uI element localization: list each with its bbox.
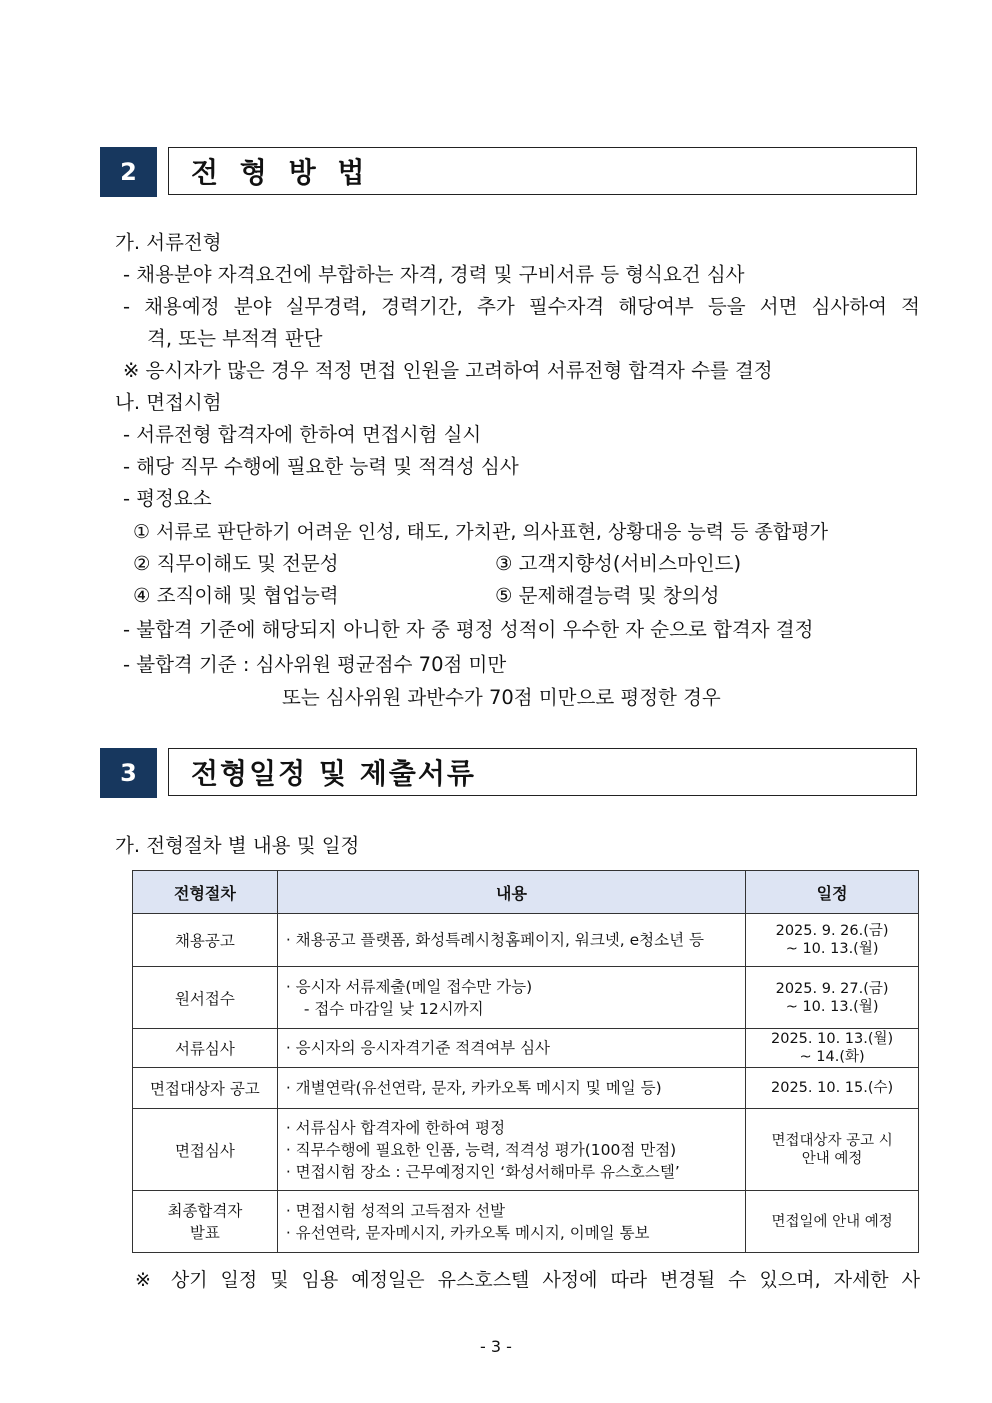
date-line: 2025. 9. 27.(금) — [775, 980, 889, 997]
content-line: · 면접시험 성적의 고득점자 선발 — [285, 1201, 506, 1220]
criteria-item: ② 직무이해도 및 전문성 — [133, 552, 339, 575]
table-row — [133, 1068, 919, 1109]
table-row — [133, 914, 919, 967]
table-row — [133, 1029, 919, 1068]
content-line: - 접수 마감일 낮 12시까지 — [303, 999, 484, 1018]
content-line: · 개별연락(유선연락, 문자, 카카오톡 메시지 및 메일 등) — [285, 1079, 662, 1097]
stage-cell: 채용공고 — [133, 914, 278, 967]
date-line: 면접대상자 공고 시 — [771, 1132, 893, 1149]
content-line: · 직무수행에 필요한 인품, 능력, 적격성 평가(100점 만점) — [285, 1140, 677, 1159]
page-number: - 3 - — [480, 1337, 512, 1356]
content-line: · 응시자 서류제출(메일 접수만 가능) — [285, 977, 533, 996]
header-stage: 전형절차 — [133, 871, 278, 914]
date-cell — [746, 1029, 919, 1068]
section-number: 2 — [100, 147, 157, 197]
stage-cell — [133, 1191, 278, 1253]
note-line: ※ 응시자가 많은 경우 적정 면접 인원을 고려하여 서류전형 합격자 수를 결정 — [123, 359, 773, 382]
content-line: · 서류심사 합격자에 한하여 평정 — [285, 1118, 506, 1137]
date-line: 2025. 10. 15.(수) — [771, 1080, 894, 1096]
stage-cell: 원서접수 — [133, 967, 278, 1029]
content-cell — [277, 967, 745, 1029]
section-number: 3 — [100, 748, 157, 798]
content-line: · 면접시험 장소 : 근무예정지인 ‘화성서해마루 유스호스텔’ — [285, 1162, 680, 1181]
bullet-line: - 채용예정 분야 실무경력, 경력기간, 추가 필수자격 해당여부 등을 서면 심사하여 적 — [123, 295, 920, 318]
content-line: · 채용공고 플랫폼, 화성특례시청홈페이지, 워크넷, e청소년 등 — [285, 931, 704, 949]
date-line: 2025. 9. 26.(금) — [775, 923, 889, 939]
header-date: 일정 — [746, 871, 919, 914]
criteria-item: ③ 고객지향성(서비스마인드) — [495, 552, 742, 575]
note-line: ※ 상기 일정 및 임용 예정일은 유스호스텔 사정에 따라 변경될 수 있으며, 자세한 사 — [135, 1269, 920, 1291]
date-cell — [746, 914, 919, 967]
bullet-line: - 불합격 기준에 해당되지 아니한 자 중 평정 성적이 우수한 자 순으로 합격자 결정 — [123, 618, 814, 641]
stage-cell: 서류심사 — [133, 1029, 278, 1068]
date-line: 2025. 10. 13.(월) — [771, 1031, 894, 1047]
section-3-header — [100, 748, 920, 798]
section-title: 전형일정 및 제출서류 — [168, 748, 917, 796]
content-cell — [277, 1029, 745, 1068]
bullet-line: - 해당 직무 수행에 필요한 능력 및 적격성 심사 — [123, 455, 519, 478]
criteria-item: ④ 조직이해 및 협업능력 — [133, 584, 339, 607]
criteria-item: ⑤ 문제해결능력 및 창의성 — [495, 584, 720, 607]
subheading-schedule: 가. 전형절차 별 내용 및 일정 — [115, 834, 360, 857]
bullet-line: - 채용분야 자격요건에 부합하는 자격, 경력 및 구비서류 등 형식요건 심사 — [123, 263, 745, 286]
bullet-line-continued: 또는 심사위원 과반수가 70점 미만으로 평정한 경우 — [282, 686, 721, 709]
stage-line: 최종합격자 — [167, 1201, 243, 1220]
criteria-item: ① 서류로 판단하기 어려운 인성, 태도, 가치관, 의사표현, 상황대응 능력 등 종합평가 — [133, 521, 828, 543]
section-title: 전 형 방 법 — [168, 147, 917, 195]
table-row — [133, 1191, 919, 1253]
bullet-line: - 평정요소 — [123, 487, 212, 510]
stage-line: 발표 — [189, 1223, 220, 1242]
date-cell — [746, 967, 919, 1029]
header-content: 내용 — [277, 871, 745, 914]
section-2-header — [100, 147, 920, 197]
bullet-line-continued: 격, 또는 부적격 판단 — [147, 327, 323, 350]
date-line: ~ 14.(화) — [799, 1049, 865, 1065]
stage-cell: 면접심사 — [133, 1109, 278, 1191]
schedule-table — [132, 870, 919, 1253]
date-line: ~ 10. 13.(월) — [785, 941, 879, 957]
date-line: ~ 10. 13.(월) — [785, 998, 879, 1015]
date-cell — [746, 1191, 919, 1253]
table-row — [133, 967, 919, 1029]
content-cell — [277, 1191, 745, 1253]
content-line: · 유선연락, 문자메시지, 카카오톡 메시지, 이메일 통보 — [285, 1223, 650, 1242]
date-line: 안내 예정 — [801, 1150, 863, 1167]
table-row — [133, 1109, 919, 1191]
stage-cell: 면접대상자 공고 — [133, 1068, 278, 1109]
content-cell — [277, 1109, 745, 1191]
table-header-row — [133, 871, 919, 914]
subheading-document-screening: 가. 서류전형 — [115, 231, 222, 254]
content-cell — [277, 914, 745, 967]
date-line: 면접일에 안내 예정 — [771, 1213, 893, 1230]
date-cell — [746, 1068, 919, 1109]
content-cell — [277, 1068, 745, 1109]
subheading-interview: 나. 면접시험 — [115, 391, 222, 414]
date-cell — [746, 1109, 919, 1191]
bullet-line: - 서류전형 합격자에 한하여 면접시험 실시 — [123, 423, 482, 446]
content-line: · 응시자의 응시자격기준 적격여부 심사 — [285, 1039, 551, 1057]
bullet-line: - 불합격 기준 : 심사위원 평균점수 70점 미만 — [123, 653, 507, 676]
